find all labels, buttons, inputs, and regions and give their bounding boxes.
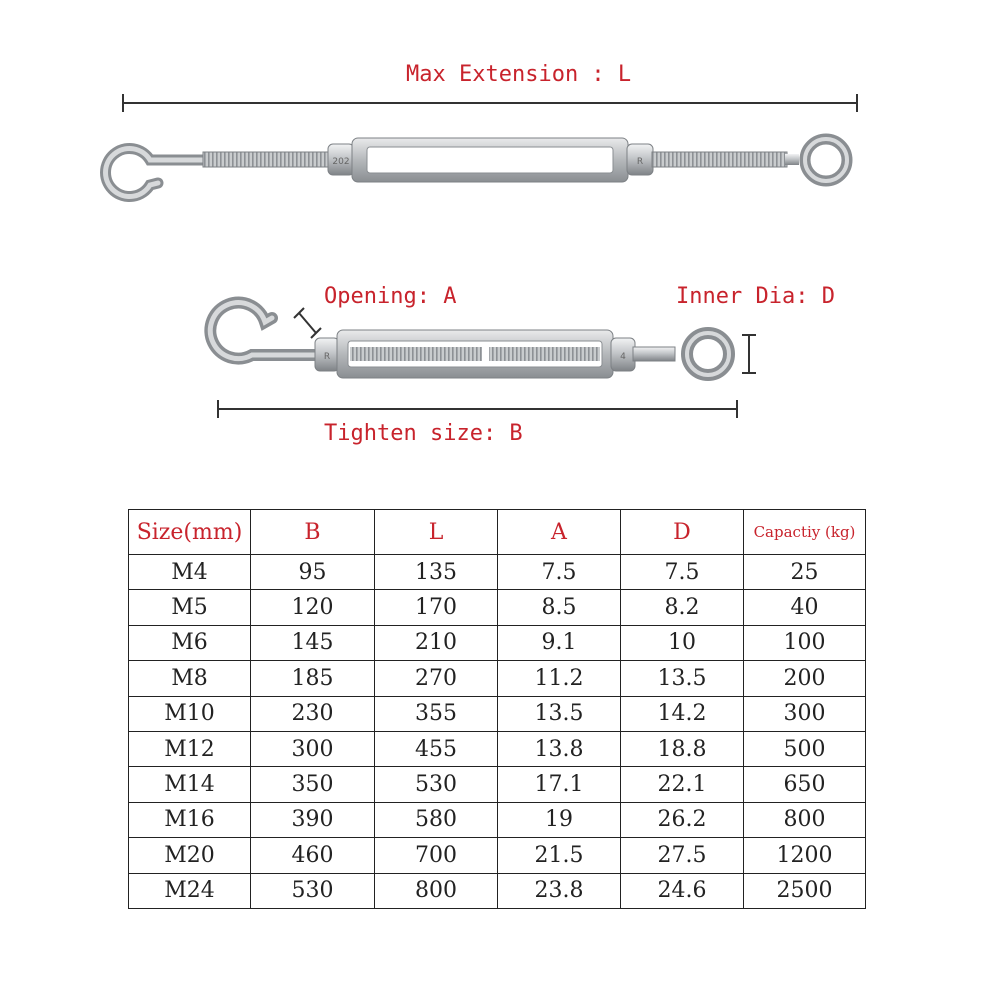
cell-d: 24.6 xyxy=(621,873,744,908)
header-d: D xyxy=(621,510,744,555)
table-row xyxy=(129,838,866,873)
cell-b: 300 xyxy=(251,731,375,766)
table-header-row xyxy=(129,510,866,555)
cell-l: 355 xyxy=(375,696,498,731)
cell-b: 185 xyxy=(251,661,375,696)
cell-capacity: 2500 xyxy=(744,873,866,908)
cell-l: 210 xyxy=(375,625,498,660)
table-row xyxy=(129,873,866,908)
tighten-size-dimension-line xyxy=(218,400,737,418)
table-row xyxy=(129,696,866,731)
table-row xyxy=(129,767,866,802)
cell-d: 27.5 xyxy=(621,838,744,873)
cell-size: M12 xyxy=(129,731,251,766)
cell-capacity: 1200 xyxy=(744,838,866,873)
body-mark-text: 4 xyxy=(620,352,626,362)
cell-l: 700 xyxy=(375,838,498,873)
cell-b: 230 xyxy=(251,696,375,731)
cell-b: 390 xyxy=(251,802,375,837)
cell-size: M14 xyxy=(129,767,251,802)
body-mark-text: R xyxy=(636,157,644,167)
cell-a: 9.1 xyxy=(498,625,621,660)
body-mark-text: 202 xyxy=(332,157,350,167)
cell-a: 7.5 xyxy=(498,555,621,590)
cell-b: 145 xyxy=(251,625,375,660)
cell-a: 19 xyxy=(498,802,621,837)
table-row xyxy=(129,661,866,696)
cell-size: M16 xyxy=(129,802,251,837)
header-size: Size(mm) xyxy=(129,510,251,555)
table-row xyxy=(129,802,866,837)
cell-d: 14.2 xyxy=(621,696,744,731)
cell-b: 460 xyxy=(251,838,375,873)
cell-a: 8.5 xyxy=(498,590,621,625)
cell-l: 800 xyxy=(375,873,498,908)
cell-d: 7.5 xyxy=(621,555,744,590)
turnbuckle-tightened xyxy=(210,303,729,378)
cell-size: M8 xyxy=(129,661,251,696)
table-row xyxy=(129,555,866,590)
cell-a: 17.1 xyxy=(498,767,621,802)
cell-d: 8.2 xyxy=(621,590,744,625)
cell-capacity: 25 xyxy=(744,555,866,590)
cell-l: 135 xyxy=(375,555,498,590)
cell-capacity: 500 xyxy=(744,731,866,766)
body-mark-text: R xyxy=(323,352,331,362)
cell-size: M10 xyxy=(129,696,251,731)
header-capacity: Capactiy (kg) xyxy=(744,510,866,555)
inner-dia-label: Inner Dia: D xyxy=(676,284,835,309)
cell-size: M5 xyxy=(129,590,251,625)
cell-capacity: 200 xyxy=(744,661,866,696)
max-extension-dimension-line xyxy=(123,94,857,112)
cell-d: 18.8 xyxy=(621,731,744,766)
header-b: B xyxy=(251,510,375,555)
cell-d: 13.5 xyxy=(621,661,744,696)
cell-l: 580 xyxy=(375,802,498,837)
cell-capacity: 650 xyxy=(744,767,866,802)
cell-b: 95 xyxy=(251,555,375,590)
table-row xyxy=(129,731,866,766)
cell-capacity: 40 xyxy=(744,590,866,625)
cell-capacity: 300 xyxy=(744,696,866,731)
cell-d: 10 xyxy=(621,625,744,660)
cell-a: 21.5 xyxy=(498,838,621,873)
cell-b: 350 xyxy=(251,767,375,802)
cell-capacity: 100 xyxy=(744,625,866,660)
cell-l: 170 xyxy=(375,590,498,625)
inner-dia-dimension-marker xyxy=(742,335,756,373)
turnbuckle-extended xyxy=(106,138,847,197)
opening-dimension-marker xyxy=(294,308,321,338)
table-row xyxy=(129,590,866,625)
hook-end-icon xyxy=(106,149,205,197)
cell-a: 23.8 xyxy=(498,873,621,908)
cell-size: M20 xyxy=(129,838,251,873)
table-row xyxy=(129,625,866,660)
header-a: A xyxy=(498,510,621,555)
cell-capacity: 800 xyxy=(744,802,866,837)
cell-a: 13.8 xyxy=(498,731,621,766)
cell-b: 530 xyxy=(251,873,375,908)
cell-d: 26.2 xyxy=(621,802,744,837)
cell-size: M24 xyxy=(129,873,251,908)
cell-d: 22.1 xyxy=(621,767,744,802)
opening-label: Opening: A xyxy=(324,284,457,309)
cell-a: 11.2 xyxy=(498,661,621,696)
cell-l: 530 xyxy=(375,767,498,802)
header-l: L xyxy=(375,510,498,555)
max-extension-label: Max Extension : L xyxy=(406,62,632,87)
spec-table xyxy=(128,509,866,909)
cell-a: 13.5 xyxy=(498,696,621,731)
cell-b: 120 xyxy=(251,590,375,625)
cell-size: M4 xyxy=(129,555,251,590)
cell-size: M6 xyxy=(129,625,251,660)
tighten-size-label: Tighten size: B xyxy=(324,421,523,446)
table-body xyxy=(129,555,866,909)
cell-l: 455 xyxy=(375,731,498,766)
cell-l: 270 xyxy=(375,661,498,696)
